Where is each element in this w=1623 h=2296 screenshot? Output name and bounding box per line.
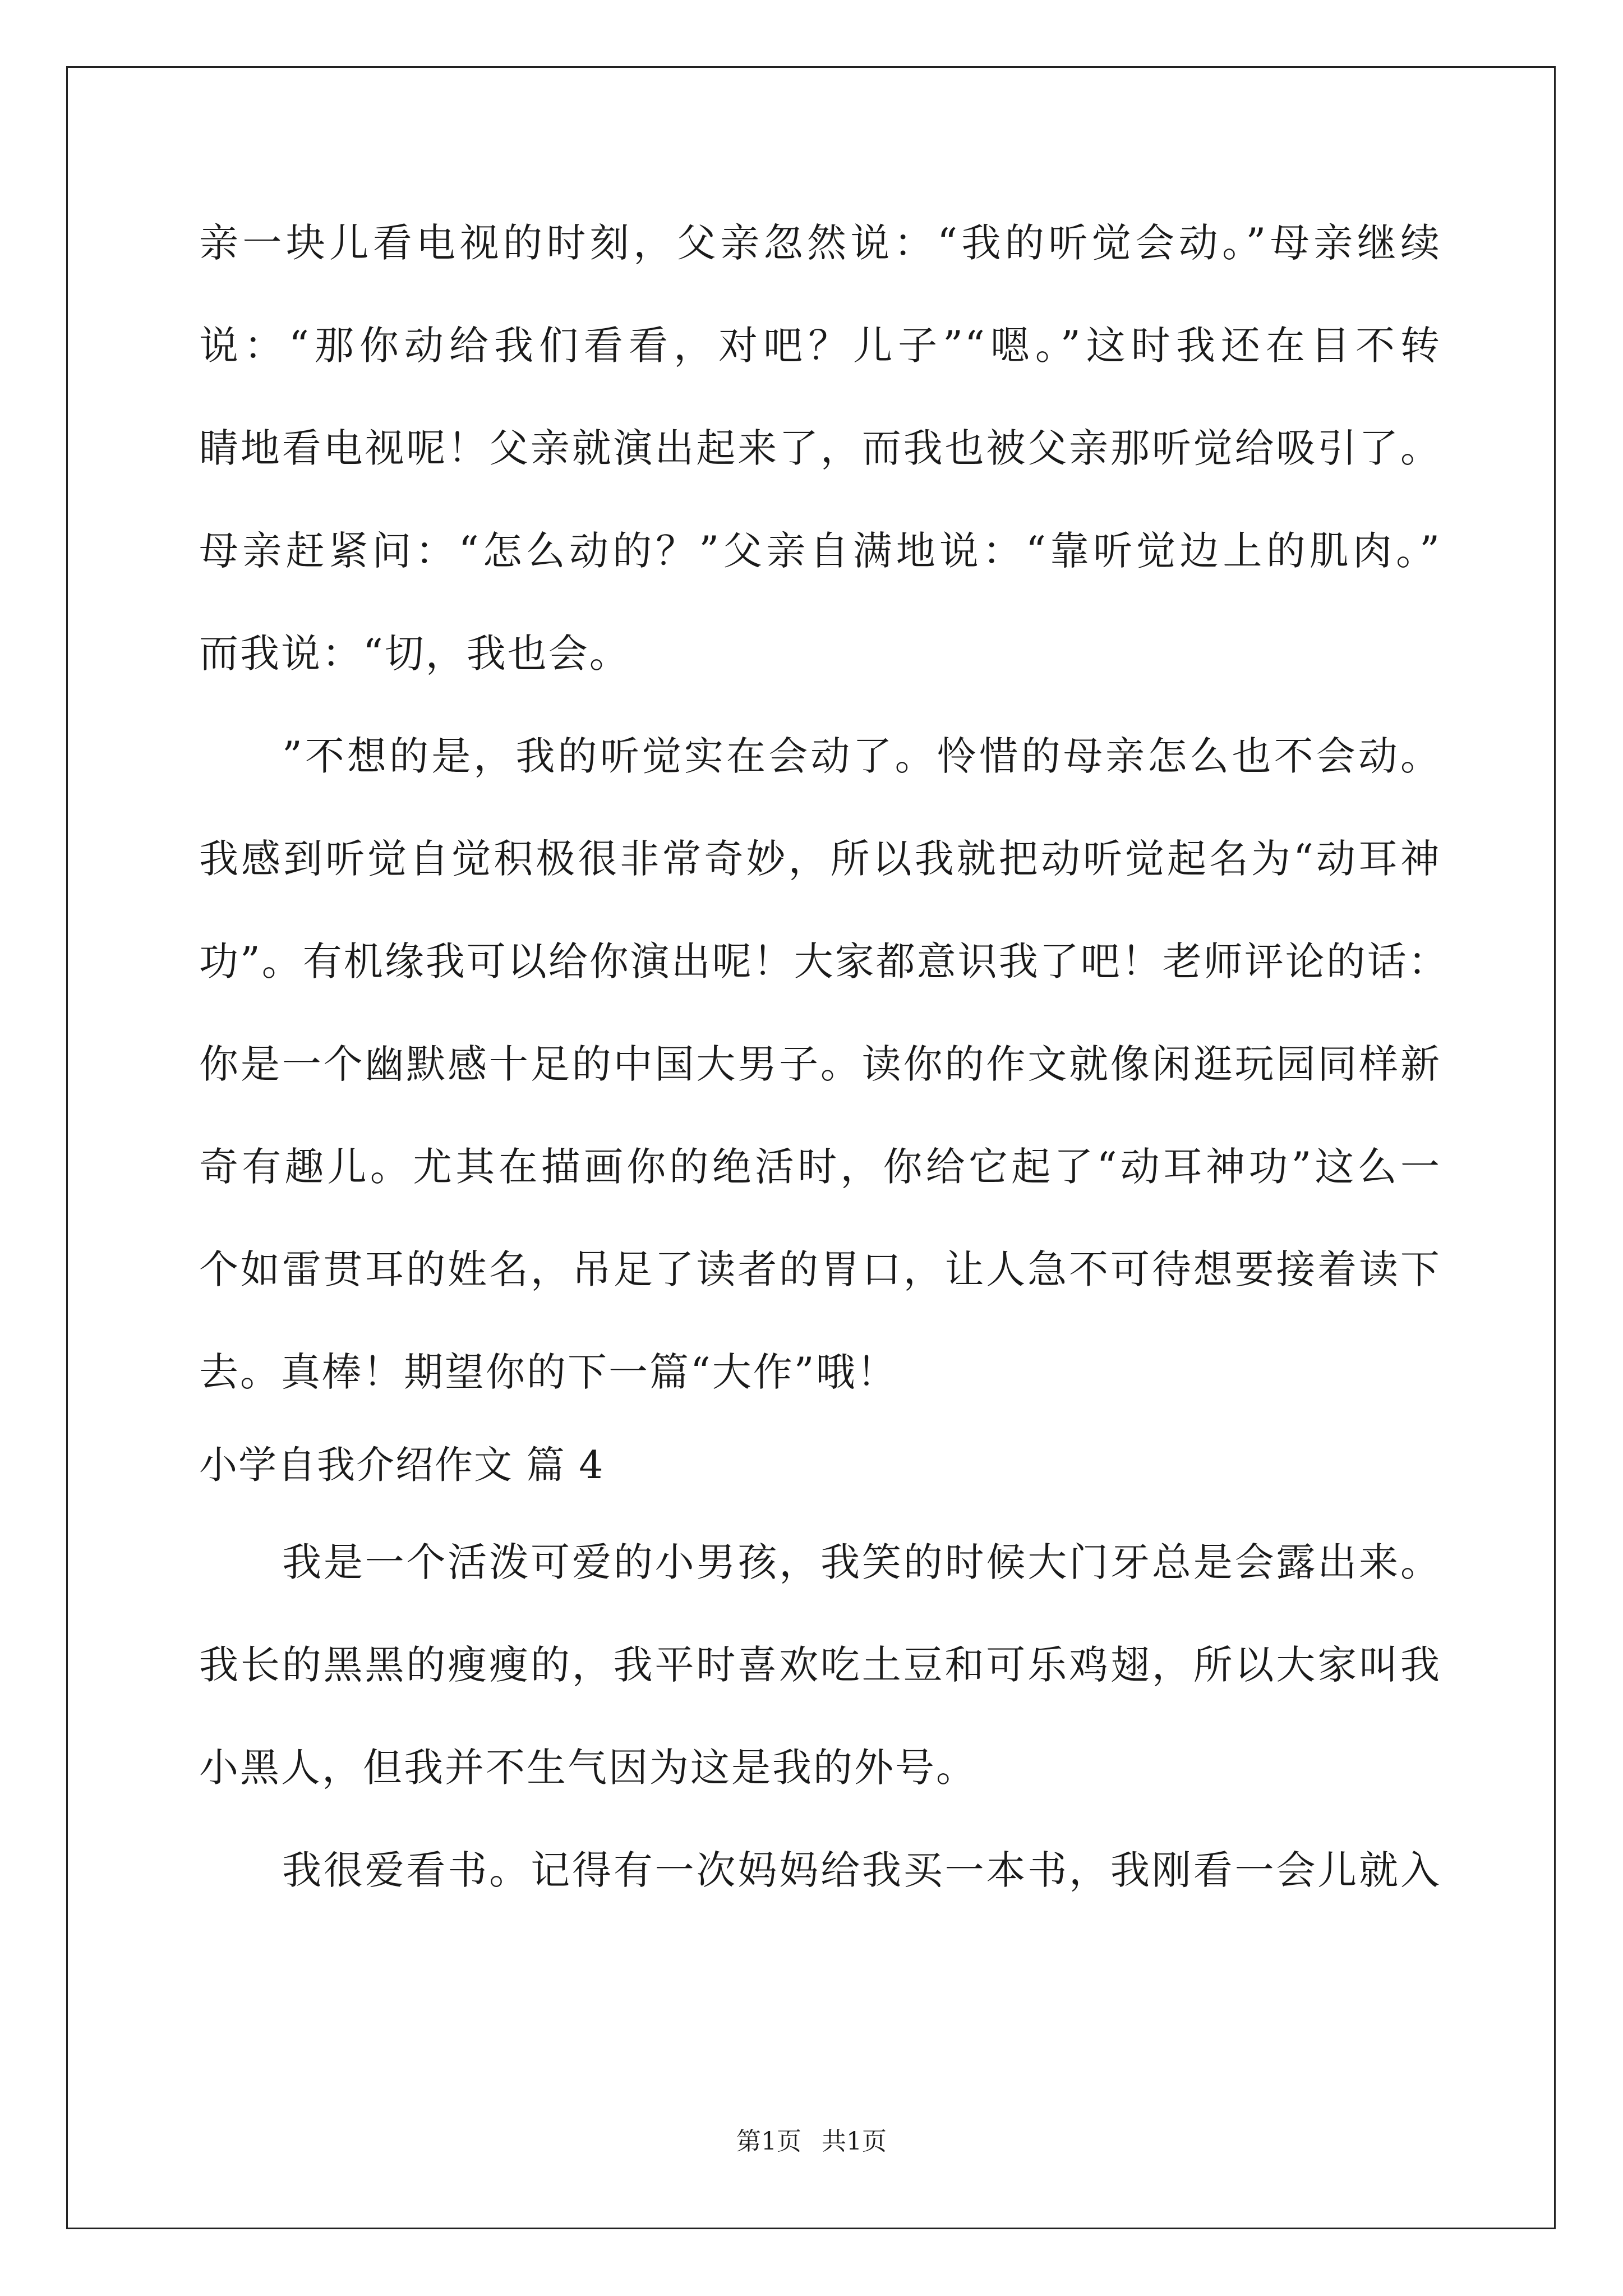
text-line: 亲一块儿看电视的时刻，父亲忽然说：“我的听觉会动。”母亲继续 — [199, 220, 1441, 266]
text-line: 我很爱看书。记得有一次妈妈给我买一本书，我刚看一会儿就入 — [282, 1847, 1441, 1893]
text-line: 而我说：“切，我也会。 — [199, 631, 630, 677]
text-line: 奇有趣儿。尤其在描画你的绝活时，你给它起了“动耳神功”这么一 — [199, 1144, 1441, 1190]
text-line: 我是一个活泼可爱的小男孩，我笑的时候大门牙总是会露出来。 — [282, 1539, 1441, 1585]
page-number: 第1页 — [736, 2127, 801, 2156]
text-line: 你是一个幽默感十足的中国大男子。读你的作文就像闲逛玩园同样新 — [199, 1041, 1441, 1087]
page-total: 共1页 — [822, 2127, 887, 2156]
text-line: 去。真棒！期望你的下一篇“大作”哦！ — [199, 1349, 898, 1395]
section-heading: 小学自我介绍作文 篇 4 — [199, 1443, 605, 1488]
text-line: 睛地看电视呢！父亲就演出起来了，而我也被父亲那听觉给吸引了。 — [199, 425, 1441, 471]
text-line: 小黑人，但我并不生气因为这是我的外号。 — [199, 1745, 977, 1791]
text-line: 我感到听觉自觉积极很非常奇妙，所以我就把动听觉起名为“动耳神 — [199, 836, 1441, 882]
text-line: 个如雷贯耳的姓名，吊足了读者的胃口，让人急不可待想要接着读下 — [199, 1246, 1441, 1292]
page-footer — [0, 2125, 1623, 2159]
text-line: 我长的黑黑的瘦瘦的，我平时喜欢吃土豆和可乐鸡翅，所以大家叫我 — [199, 1642, 1441, 1688]
text-line: 母亲赶紧问：“怎么动的？”父亲自满地说：“靠听觉边上的肌肉。” — [199, 528, 1441, 574]
text-line: 功”。有机缘我可以给你演出呢！大家都意识我了吧！老师评论的话： — [199, 938, 1449, 984]
text-line: ”不想的是，我的听觉实在会动了。怜惜的母亲怎么也不会动。 — [282, 733, 1441, 779]
text-line: 说：“那你动给我们看看，对吧？儿子”“嗯。”这时我还在目不转 — [199, 323, 1441, 369]
